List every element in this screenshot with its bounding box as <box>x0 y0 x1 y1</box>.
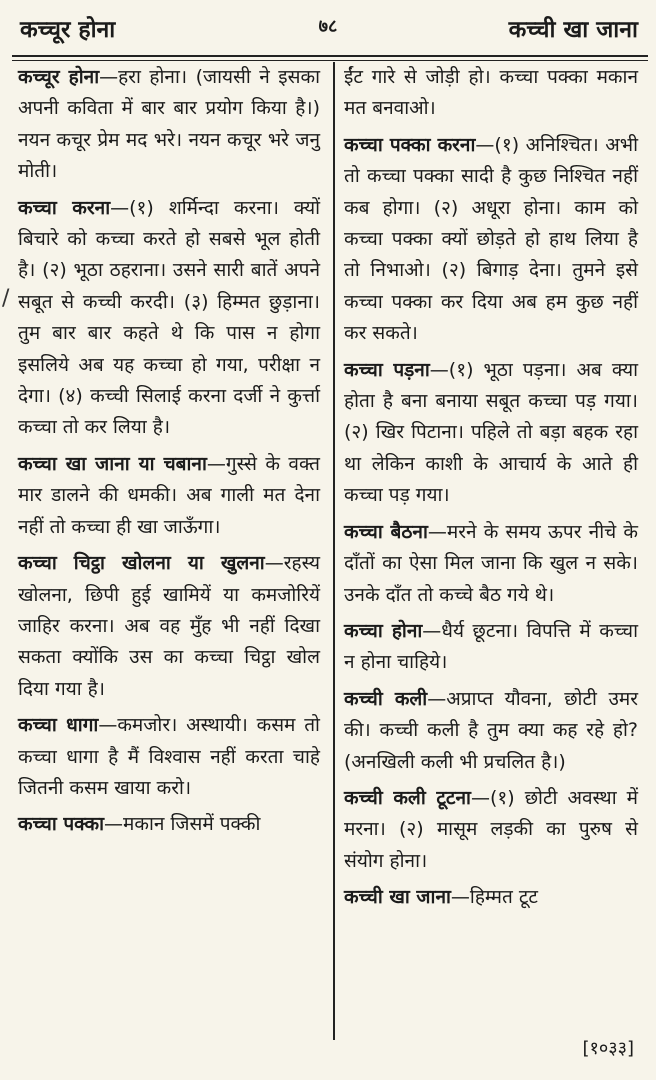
dictionary-entry <box>344 783 638 877</box>
entry-definition: —मकान जिसमें पक्की <box>104 813 261 836</box>
entry-headword: कच्चा धागा <box>18 714 99 737</box>
dictionary-entry <box>18 710 320 804</box>
page-number: ७८ <box>318 16 338 37</box>
entry-headword: कच्चूर होना <box>18 66 100 88</box>
header-rule <box>12 55 648 57</box>
left-column <box>18 62 320 846</box>
dictionary-entry <box>18 809 320 840</box>
running-head-left: कच्चूर होना <box>20 17 116 43</box>
running-head-right: कच्ची खा जाना <box>508 17 638 43</box>
entry-headword: कच्चा करना <box>18 196 111 219</box>
entry-definition: —हरा होना। (जायसी ने इसका अपनी कविता में बार बार प्रयोग किया है।) नयन कचूर प्रेम मद भरे। नयन कचूर भरे जनु मोती। <box>18 66 320 183</box>
page-header <box>0 0 656 52</box>
right-column <box>344 62 638 919</box>
dictionary-entry <box>18 449 320 543</box>
margin-pencil-mark: / <box>2 286 10 311</box>
dictionary-entry <box>18 62 320 188</box>
dictionary-entry <box>344 130 638 350</box>
entry-headword: कच्चा पक्का करना <box>344 133 476 156</box>
dictionary-entry <box>344 882 638 913</box>
entry-headword: कच्चा होना <box>344 619 423 642</box>
entry-definition: —(१) भूठा पड़ना। अब क्या होता है बना बनाया सबूत कच्चा पड़ गया। (२) खिर पिटाना। पहिले तो बड़ा बहक रहा था लेकिन काशी के आचार्य के आते ही कच्चा पड़ गया। <box>344 358 639 507</box>
entry-headword: कच्चा बैठना <box>344 520 428 543</box>
dictionary-entry <box>344 355 638 512</box>
entry-definition: —धैर्य छूटना। विपत्ति में कच्चा न होना चाहिये। <box>344 619 638 674</box>
entry-definition: —(१) शर्मिन्दा करना। क्यों बिचारे को कच्चा करते हो सबसे भूल होती है। (२) भूठा ठहराना। उसने सारी बातें अपने सबूत से कच्ची करदी। (३) हिम्मत छुड़ाना। तुम बार बार कहते थे कि पास न होगा इसलिये अब यह कच्चा हो गया, परीक्षा न देगा। (४) कच्ची सिलाई करना दर्जी ने कुर्त्ता कच्चा तो कर लिया है। <box>18 196 321 439</box>
page-code: [१०३३] <box>582 1038 634 1059</box>
dictionary-entry <box>344 616 638 679</box>
entry-definition: —मरने के समय ऊपर नीचे के दाँतों का ऐसा मिल जाना कि खुल न सके। उनके दाँत तो कच्चे बैठ गये थे। <box>344 520 638 606</box>
entry-definition: —कमजोर। अस्थायी। कसम तो कच्चा धागा है मैं विश्वास नहीं करता चाहे जितनी कसम खाया करो। <box>18 714 320 799</box>
dictionary-entry <box>344 517 638 611</box>
entry-headword: कच्चा चिट्ठा खोलना या खुलना <box>18 552 265 575</box>
entry-definition: —(१) छोटी अवस्था में मरना। (२) मासूम लड़की का पुरुष से संयोग होना। <box>344 786 639 872</box>
column-divider <box>333 62 335 1040</box>
entry-definition: —(१) अनिश्चित। अभी तो कच्चा पक्का सादी है कुछ निश्चित नहीं कब होगा। (२) अधूरा होना। काम को कच्चा पक्का क्यों छोड़ते हो हाथ लिया है तो निभाओ। (२) बिगाड़ देना। तुमने इसे कच्चा पक्का कर दिया अब हम कुछ नहीं कर सकते। <box>344 133 638 345</box>
entry-definition: —गुस्से के वक्त मार डालने की धमकी। अब गाली मत देना नहीं तो कच्चा ही खा जाऊँगा। <box>18 452 321 538</box>
entry-definition: ईंट गारे से जोड़ी हो। कच्चा पक्का मकान मत बनवाओ। <box>344 66 638 120</box>
dictionary-entry <box>344 684 638 778</box>
dictionary-entry-continued <box>344 62 638 125</box>
entry-headword: कच्चा पक्का <box>18 813 105 836</box>
entry-headword: कच्चा खा जाना या चबाना <box>18 452 207 475</box>
header-rule-thin <box>12 60 648 61</box>
entry-headword: कच्ची खा जाना <box>344 886 451 909</box>
entry-definition: —रहस्य खोलना, छिपी हुई खामियें या कमजोरियें जाहिर करना। अब वह मुँह भी नहीं दिखा सकता क्योंकि उस का कच्चा चिट्ठा खोल दिया गया है। <box>18 552 320 700</box>
entry-headword: कच्ची कली <box>344 687 428 710</box>
dictionary-entry <box>18 548 320 705</box>
entry-headword: कच्चा पड़ना <box>344 358 430 381</box>
entry-headword: कच्ची कली टूटना <box>344 786 471 809</box>
dictionary-entry <box>18 193 320 444</box>
entry-definition: —अप्राप्त यौवना, छोटी उमर की। कच्ची कली है तुम क्या कह रहे हो? (अनखिली कली भी प्रचलित है।) <box>344 687 638 773</box>
entry-definition: —हिम्मत टूट <box>450 886 538 909</box>
